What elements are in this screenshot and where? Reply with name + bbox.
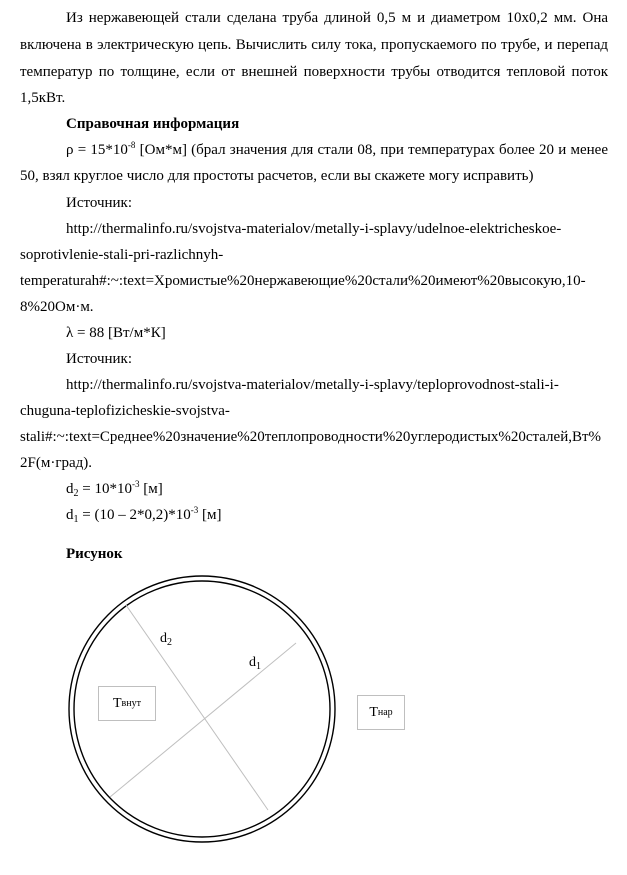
pipe-figure bbox=[0, 560, 627, 870]
intro-line-3: температур по толщине, если от внешней поверхности трубы отводится тепловой поток bbox=[20, 64, 608, 80]
source1-url-line-4[interactable]: 8%20Ом·м. bbox=[20, 299, 94, 315]
label-d2: $d_2$ bbox=[160, 631, 172, 648]
source1-url-line-1[interactable]: http://thermalinfo.ru/svojstva-materialov/metally-i-splavy/udelnoe-elektricheskoe- bbox=[66, 221, 562, 237]
pipe-cross-section-drawing bbox=[0, 560, 627, 870]
source1-label: Источник: bbox=[66, 195, 133, 211]
d1-equation: = (10 – 2*0,2)*10 bbox=[78, 507, 191, 523]
rho-exponent: -8 bbox=[127, 140, 136, 150]
label-d1: $d_1$ bbox=[249, 655, 261, 672]
source1-url-line-2[interactable]: soprotivlenie-stali-pri-razlichnyh- bbox=[20, 247, 224, 263]
reference-heading: Справочная информация bbox=[66, 116, 240, 132]
figure-heading: Рисунок bbox=[66, 546, 123, 562]
d2-unit: [м] bbox=[139, 481, 163, 497]
d1-symbol: d bbox=[66, 507, 74, 523]
rho-line-cont: 50, взял круглое число для простоты расчетов, если вы скажете могу исправить) bbox=[20, 168, 534, 184]
source2-label: Источник: bbox=[66, 351, 133, 367]
source2-url-line-3[interactable]: stali#:~:text=Среднее%20значение%20теплопроводности%20углеродистых%20сталей,Вт% bbox=[20, 429, 602, 445]
intro-line-1: Из нержавеющей стали сделана труба длиной 0,5 м и диаметром 10х0,2 мм. Она bbox=[66, 10, 608, 26]
lambda-line: λ = 88 [Вт/м*К] bbox=[66, 325, 166, 341]
rho-rest: [Ом*м] (брал значения для стали 08, при температурах более 20 и менее bbox=[135, 142, 608, 158]
source2-url-line-1[interactable]: http://thermalinfo.ru/svojstva-materialov/metally-i-splavy/teploprovodnost-stali-i- bbox=[66, 377, 559, 393]
d2-equation: = 10*10 bbox=[78, 481, 132, 497]
d2-formula bbox=[66, 481, 163, 498]
intro-line-2: включена в электрическую цепь. Вычислить силу тока, пропускаемого по трубе, и перепад bbox=[20, 37, 608, 53]
rho-line bbox=[66, 142, 608, 159]
source2-url-line-2[interactable]: chuguna-teplofizicheskie-svojstva- bbox=[20, 403, 230, 419]
d2-subscript: 2 bbox=[73, 488, 79, 499]
intro-line-4: 1,5кВт. bbox=[20, 90, 66, 106]
d1-subscript: 1 bbox=[73, 514, 79, 525]
t-outer-symbol: T bbox=[369, 704, 378, 720]
d2-symbol: d bbox=[66, 481, 74, 497]
source2-url-line-4[interactable]: 2F(м·град). bbox=[20, 455, 93, 471]
d1-formula bbox=[66, 507, 221, 524]
t-inner-symbol: T bbox=[112, 695, 122, 711]
t-outer-box: T нар bbox=[357, 695, 405, 730]
d2-exponent: -3 bbox=[131, 479, 140, 489]
t-inner-box: T внут bbox=[98, 686, 156, 721]
d1-unit: [м] bbox=[198, 507, 222, 523]
d1-exponent: -3 bbox=[190, 505, 199, 515]
source1-url-line-3[interactable]: temperaturah#:~:text=Хромистые%20нержавеющие%20стали%20имеют%20высокую,10- bbox=[20, 273, 586, 289]
rho-lhs: ρ = 15*10 bbox=[66, 142, 128, 158]
